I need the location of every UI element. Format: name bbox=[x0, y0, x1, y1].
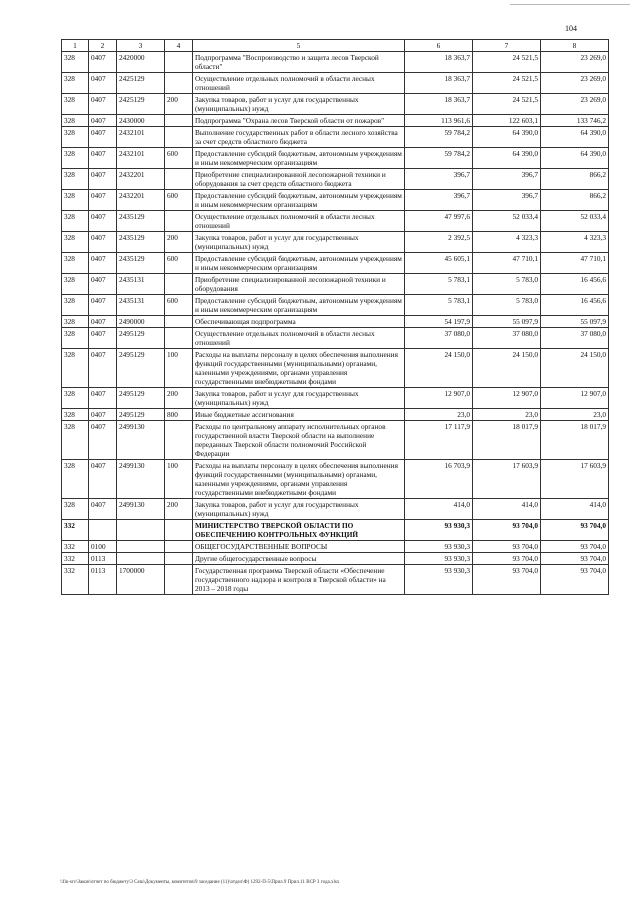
admin-code-cell: 328 bbox=[62, 460, 89, 499]
page-number: 104 bbox=[565, 24, 577, 33]
admin-code-cell: 332 bbox=[62, 520, 89, 541]
amount-year1-cell: 396,7 bbox=[405, 169, 473, 190]
description-cell: Закупка товаров, работ и услуг для государственных (муниципальных) нужд bbox=[193, 94, 405, 115]
table-row bbox=[62, 148, 609, 169]
admin-code-cell: 328 bbox=[62, 409, 89, 421]
amount-year1-cell: 59 784,2 bbox=[405, 148, 473, 169]
amount-year1-cell: 2 392,5 bbox=[405, 232, 473, 253]
section-code-cell: 0407 bbox=[89, 232, 117, 253]
description-cell: ОБЩЕГОСУДАРСТВЕННЫЕ ВОПРОСЫ bbox=[193, 541, 405, 553]
amount-year2-cell: 93 704,0 bbox=[473, 565, 541, 595]
section-code-cell: 0407 bbox=[89, 253, 117, 274]
target-article-cell: 2435129 bbox=[117, 253, 165, 274]
table-row bbox=[62, 328, 609, 349]
amount-year2-cell: 23,0 bbox=[473, 409, 541, 421]
amount-year1-cell: 59 784,2 bbox=[405, 127, 473, 148]
target-article-cell: 2435129 bbox=[117, 232, 165, 253]
expense-type-cell: 200 bbox=[165, 499, 193, 520]
amount-year3-cell: 16 456,6 bbox=[541, 274, 609, 295]
amount-year2-cell: 64 390,0 bbox=[473, 127, 541, 148]
amount-year1-cell: 5 783,1 bbox=[405, 274, 473, 295]
description-cell: Осуществление отдельных полномочий в области лесных отношений bbox=[193, 211, 405, 232]
expense-type-cell bbox=[165, 115, 193, 127]
amount-year2-cell: 396,7 bbox=[473, 169, 541, 190]
amount-year1-cell: 93 930,3 bbox=[405, 553, 473, 565]
target-article-cell: 2499130 bbox=[117, 421, 165, 460]
amount-year1-cell: 414,0 bbox=[405, 499, 473, 520]
section-code-cell: 0407 bbox=[89, 94, 117, 115]
admin-code-cell: 328 bbox=[62, 388, 89, 409]
expense-type-cell: 600 bbox=[165, 190, 193, 211]
amount-year1-cell: 18 363,7 bbox=[405, 94, 473, 115]
amount-year2-cell: 414,0 bbox=[473, 499, 541, 520]
expense-type-cell bbox=[165, 169, 193, 190]
amount-year2-cell: 396,7 bbox=[473, 190, 541, 211]
section-code-cell: 0407 bbox=[89, 499, 117, 520]
description-cell: Приобретение специализированной лесопожарной техники и оборудования bbox=[193, 274, 405, 295]
amount-year3-cell: 16 456,6 bbox=[541, 295, 609, 316]
amount-year3-cell: 4 323,3 bbox=[541, 232, 609, 253]
target-article-cell: 2435129 bbox=[117, 211, 165, 232]
section-code-cell: 0407 bbox=[89, 148, 117, 169]
amount-year3-cell: 12 907,0 bbox=[541, 388, 609, 409]
expense-type-cell bbox=[165, 541, 193, 553]
target-article-cell: 2425129 bbox=[117, 94, 165, 115]
amount-year3-cell: 23 269,0 bbox=[541, 52, 609, 73]
amount-year3-cell: 93 704,0 bbox=[541, 541, 609, 553]
amount-year3-cell: 52 033,4 bbox=[541, 211, 609, 232]
description-cell: Предоставление субсидий бюджетным, автономным учреждениям и иным некоммерческим организациям bbox=[193, 148, 405, 169]
amount-year3-cell: 24 150,0 bbox=[541, 349, 609, 388]
table-row bbox=[62, 409, 609, 421]
amount-year2-cell: 17 603,9 bbox=[473, 460, 541, 499]
amount-year1-cell: 93 930,3 bbox=[405, 565, 473, 595]
expense-type-cell bbox=[165, 73, 193, 94]
amount-year3-cell: 93 704,0 bbox=[541, 553, 609, 565]
expense-type-cell: 800 bbox=[165, 409, 193, 421]
table-row bbox=[62, 553, 609, 565]
amount-year2-cell: 5 783,0 bbox=[473, 295, 541, 316]
amount-year1-cell: 54 197,9 bbox=[405, 316, 473, 328]
amount-year3-cell: 17 603,9 bbox=[541, 460, 609, 499]
amount-year3-cell: 47 710,1 bbox=[541, 253, 609, 274]
target-article-cell: 2495129 bbox=[117, 388, 165, 409]
target-article-cell: 2495129 bbox=[117, 409, 165, 421]
scan-mark bbox=[510, 4, 630, 6]
section-code-cell: 0407 bbox=[89, 52, 117, 73]
target-article-cell: 2432201 bbox=[117, 169, 165, 190]
header-cell: 6 bbox=[405, 40, 473, 52]
admin-code-cell: 328 bbox=[62, 211, 89, 232]
section-code-cell: 0407 bbox=[89, 349, 117, 388]
table-row bbox=[62, 421, 609, 460]
table-row bbox=[62, 316, 609, 328]
target-article-cell: 2432101 bbox=[117, 127, 165, 148]
section-code-cell: 0407 bbox=[89, 190, 117, 211]
amount-year3-cell: 23 269,0 bbox=[541, 73, 609, 94]
description-cell: Осуществление отдельных полномочий в области лесных отношений bbox=[193, 328, 405, 349]
expense-type-cell bbox=[165, 553, 193, 565]
expense-type-cell bbox=[165, 421, 193, 460]
amount-year1-cell: 17 117,9 bbox=[405, 421, 473, 460]
section-code-cell: 0407 bbox=[89, 421, 117, 460]
amount-year3-cell: 64 390,0 bbox=[541, 127, 609, 148]
expense-type-cell bbox=[165, 127, 193, 148]
section-code-cell: 0113 bbox=[89, 553, 117, 565]
admin-code-cell: 328 bbox=[62, 316, 89, 328]
table-row bbox=[62, 541, 609, 553]
amount-year1-cell: 5 783,1 bbox=[405, 295, 473, 316]
amount-year3-cell: 37 080,0 bbox=[541, 328, 609, 349]
description-cell: Предоставление субсидий бюджетным, автономным учреждениям и иным некоммерческим организациям bbox=[193, 253, 405, 274]
amount-year3-cell: 55 097,9 bbox=[541, 316, 609, 328]
amount-year1-cell: 16 703,9 bbox=[405, 460, 473, 499]
amount-year3-cell: 18 017,9 bbox=[541, 421, 609, 460]
amount-year3-cell: 414,0 bbox=[541, 499, 609, 520]
amount-year3-cell: 93 704,0 bbox=[541, 565, 609, 595]
target-article-cell bbox=[117, 520, 165, 541]
amount-year2-cell: 52 033,4 bbox=[473, 211, 541, 232]
admin-code-cell: 332 bbox=[62, 553, 89, 565]
section-code-cell: 0407 bbox=[89, 127, 117, 148]
target-article-cell: 2432101 bbox=[117, 148, 165, 169]
section-code-cell: 0100 bbox=[89, 541, 117, 553]
amount-year2-cell: 37 080,0 bbox=[473, 328, 541, 349]
file-path-footer: \\fin-srv\Закон\отчет по бюджету\3 Сеш\Документы, комитетов\9 заседание (11)\отдел\Ф) 1292-П-5\Прил.9 Прил.11 ВСР 3 года.xlsx bbox=[60, 880, 340, 885]
expense-type-cell bbox=[165, 565, 193, 595]
header-cell: 3 bbox=[117, 40, 165, 52]
table-row bbox=[62, 211, 609, 232]
expense-type-cell bbox=[165, 520, 193, 541]
amount-year2-cell: 93 704,0 bbox=[473, 541, 541, 553]
table-row bbox=[62, 73, 609, 94]
budget-table bbox=[61, 39, 609, 595]
amount-year1-cell: 45 605,1 bbox=[405, 253, 473, 274]
amount-year3-cell: 23 269,0 bbox=[541, 94, 609, 115]
target-article-cell: 2490000 bbox=[117, 316, 165, 328]
table-header-row bbox=[62, 40, 609, 52]
admin-code-cell: 332 bbox=[62, 565, 89, 595]
amount-year3-cell: 23,0 bbox=[541, 409, 609, 421]
section-code-cell bbox=[89, 520, 117, 541]
expense-type-cell bbox=[165, 274, 193, 295]
amount-year2-cell: 55 097,9 bbox=[473, 316, 541, 328]
section-code-cell: 0407 bbox=[89, 460, 117, 499]
target-article-cell: 2435131 bbox=[117, 295, 165, 316]
expense-type-cell: 100 bbox=[165, 349, 193, 388]
expense-type-cell: 600 bbox=[165, 253, 193, 274]
admin-code-cell: 328 bbox=[62, 148, 89, 169]
expense-type-cell: 100 bbox=[165, 460, 193, 499]
amount-year2-cell: 47 710,1 bbox=[473, 253, 541, 274]
section-code-cell: 0407 bbox=[89, 409, 117, 421]
amount-year2-cell: 5 783,0 bbox=[473, 274, 541, 295]
amount-year2-cell: 24 150,0 bbox=[473, 349, 541, 388]
amount-year1-cell: 396,7 bbox=[405, 190, 473, 211]
description-cell: Выполнение государственных работ в области лесного хозяйства за счет средств областного бюджета bbox=[193, 127, 405, 148]
expense-type-cell bbox=[165, 328, 193, 349]
table-row bbox=[62, 388, 609, 409]
amount-year1-cell: 12 907,0 bbox=[405, 388, 473, 409]
section-code-cell: 0407 bbox=[89, 388, 117, 409]
target-article-cell: 2499130 bbox=[117, 499, 165, 520]
section-code-cell: 0407 bbox=[89, 115, 117, 127]
expense-type-cell: 600 bbox=[165, 295, 193, 316]
amount-year3-cell: 866,2 bbox=[541, 169, 609, 190]
description-cell: Подпрограмма "Охрана лесов Тверской области от пожаров" bbox=[193, 115, 405, 127]
section-code-cell: 0407 bbox=[89, 73, 117, 94]
admin-code-cell: 328 bbox=[62, 274, 89, 295]
description-cell: Расходы на выплаты персоналу в целях обеспечения выполнения функций государственными (муниципальными) органами, казенными учреждениями, органами управления государственными внебюджетными фондами bbox=[193, 460, 405, 499]
section-code-cell: 0407 bbox=[89, 295, 117, 316]
description-cell: Предоставление субсидий бюджетным, автономным учреждениям и иным некоммерческим организациям bbox=[193, 295, 405, 316]
description-cell: Предоставление субсидий бюджетным, автономным учреждениям и иным некоммерческим организациям bbox=[193, 190, 405, 211]
section-code-cell: 0407 bbox=[89, 211, 117, 232]
admin-code-cell: 328 bbox=[62, 190, 89, 211]
table-row bbox=[62, 169, 609, 190]
description-cell: Закупка товаров, работ и услуг для государственных (муниципальных) нужд bbox=[193, 388, 405, 409]
table-row bbox=[62, 190, 609, 211]
admin-code-cell: 328 bbox=[62, 52, 89, 73]
header-cell: 4 bbox=[165, 40, 193, 52]
expense-type-cell bbox=[165, 316, 193, 328]
amount-year2-cell: 93 704,0 bbox=[473, 553, 541, 565]
amount-year1-cell: 113 961,6 bbox=[405, 115, 473, 127]
table-row bbox=[62, 52, 609, 73]
amount-year1-cell: 47 997,6 bbox=[405, 211, 473, 232]
admin-code-cell: 328 bbox=[62, 127, 89, 148]
section-code-cell: 0407 bbox=[89, 328, 117, 349]
description-cell: Закупка товаров, работ и услуг для государственных (муниципальных) нужд bbox=[193, 499, 405, 520]
section-code-cell: 0407 bbox=[89, 169, 117, 190]
admin-code-cell: 328 bbox=[62, 169, 89, 190]
amount-year2-cell: 18 017,9 bbox=[473, 421, 541, 460]
admin-code-cell: 328 bbox=[62, 73, 89, 94]
expense-type-cell: 200 bbox=[165, 388, 193, 409]
amount-year3-cell: 93 704,0 bbox=[541, 520, 609, 541]
table-row bbox=[62, 460, 609, 499]
table-row bbox=[62, 499, 609, 520]
amount-year2-cell: 93 704,0 bbox=[473, 520, 541, 541]
expense-type-cell bbox=[165, 52, 193, 73]
description-cell: Осуществление отдельных полномочий в области лесных отношений bbox=[193, 73, 405, 94]
amount-year2-cell: 24 521,5 bbox=[473, 94, 541, 115]
header-cell: 1 bbox=[62, 40, 89, 52]
description-cell: Иные бюджетные ассигнования bbox=[193, 409, 405, 421]
table-row bbox=[62, 115, 609, 127]
target-article-cell: 1700000 bbox=[117, 565, 165, 595]
target-article-cell: 2435131 bbox=[117, 274, 165, 295]
admin-code-cell: 328 bbox=[62, 499, 89, 520]
amount-year2-cell: 4 323,3 bbox=[473, 232, 541, 253]
amount-year1-cell: 24 150,0 bbox=[405, 349, 473, 388]
expense-type-cell: 200 bbox=[165, 94, 193, 115]
target-article-cell: 2432201 bbox=[117, 190, 165, 211]
table-row bbox=[62, 349, 609, 388]
header-cell: 7 bbox=[473, 40, 541, 52]
amount-year1-cell: 93 930,3 bbox=[405, 520, 473, 541]
target-article-cell: 2430000 bbox=[117, 115, 165, 127]
amount-year3-cell: 866,2 bbox=[541, 190, 609, 211]
amount-year2-cell: 24 521,5 bbox=[473, 52, 541, 73]
admin-code-cell: 328 bbox=[62, 253, 89, 274]
table-row bbox=[62, 520, 609, 541]
admin-code-cell: 328 bbox=[62, 115, 89, 127]
description-cell: Расходы на выплаты персоналу в целях обеспечения выполнения функций государственными (муниципальными) органами, казенными учреждениями, органами управления государственными внебюджетными фондами bbox=[193, 349, 405, 388]
header-cell: 2 bbox=[89, 40, 117, 52]
admin-code-cell: 328 bbox=[62, 328, 89, 349]
description-cell: Обеспечивающая подпрограмма bbox=[193, 316, 405, 328]
admin-code-cell: 332 bbox=[62, 541, 89, 553]
admin-code-cell: 328 bbox=[62, 295, 89, 316]
header-cell: 8 bbox=[541, 40, 609, 52]
target-article-cell: 2420000 bbox=[117, 52, 165, 73]
target-article-cell: 2495129 bbox=[117, 349, 165, 388]
description-cell: Подпрограмма "Воспроизводство и защита лесов Тверской области" bbox=[193, 52, 405, 73]
section-code-cell: 0113 bbox=[89, 565, 117, 595]
expense-type-cell: 600 bbox=[165, 148, 193, 169]
table-row bbox=[62, 127, 609, 148]
amount-year2-cell: 64 390,0 bbox=[473, 148, 541, 169]
description-cell: Закупка товаров, работ и услуг для государственных (муниципальных) нужд bbox=[193, 232, 405, 253]
admin-code-cell: 328 bbox=[62, 421, 89, 460]
table-row bbox=[62, 253, 609, 274]
amount-year3-cell: 133 746,2 bbox=[541, 115, 609, 127]
description-cell: Другие общегосударственные вопросы bbox=[193, 553, 405, 565]
amount-year1-cell: 37 080,0 bbox=[405, 328, 473, 349]
amount-year1-cell: 18 363,7 bbox=[405, 52, 473, 73]
amount-year3-cell: 64 390,0 bbox=[541, 148, 609, 169]
section-code-cell: 0407 bbox=[89, 274, 117, 295]
amount-year1-cell: 18 363,7 bbox=[405, 73, 473, 94]
table-row bbox=[62, 232, 609, 253]
admin-code-cell: 328 bbox=[62, 349, 89, 388]
target-article-cell: 2499130 bbox=[117, 460, 165, 499]
table-row bbox=[62, 565, 609, 595]
table-row bbox=[62, 94, 609, 115]
admin-code-cell: 328 bbox=[62, 94, 89, 115]
target-article-cell bbox=[117, 553, 165, 565]
description-cell: Государственная программа Тверской области «Обеспечение государственного надзора и контроля в Тверской области» на 2013 – 2018 годы bbox=[193, 565, 405, 595]
amount-year1-cell: 23,0 bbox=[405, 409, 473, 421]
description-cell: Приобретение специализированной лесопожарной техники и оборудования за счет средств областного бюджета bbox=[193, 169, 405, 190]
expense-type-cell bbox=[165, 211, 193, 232]
description-cell: Расходы по центральному аппарату исполнительных органов государственной власти Тверской области на выполнение переданных Тверской области полномочий Российской Федерации bbox=[193, 421, 405, 460]
table-row bbox=[62, 274, 609, 295]
header-cell: 5 bbox=[193, 40, 405, 52]
table-row bbox=[62, 295, 609, 316]
target-article-cell bbox=[117, 541, 165, 553]
description-cell: МИНИСТЕРСТВО ТВЕРСКОЙ ОБЛАСТИ ПО ОБЕСПЕЧЕНИЮ КОНТРОЛЬНЫХ ФУНКЦИЙ bbox=[193, 520, 405, 541]
admin-code-cell: 328 bbox=[62, 232, 89, 253]
amount-year2-cell: 24 521,5 bbox=[473, 73, 541, 94]
target-article-cell: 2425129 bbox=[117, 73, 165, 94]
section-code-cell: 0407 bbox=[89, 316, 117, 328]
amount-year2-cell: 12 907,0 bbox=[473, 388, 541, 409]
target-article-cell: 2495129 bbox=[117, 328, 165, 349]
expense-type-cell: 200 bbox=[165, 232, 193, 253]
amount-year1-cell: 93 930,3 bbox=[405, 541, 473, 553]
amount-year2-cell: 122 603,1 bbox=[473, 115, 541, 127]
